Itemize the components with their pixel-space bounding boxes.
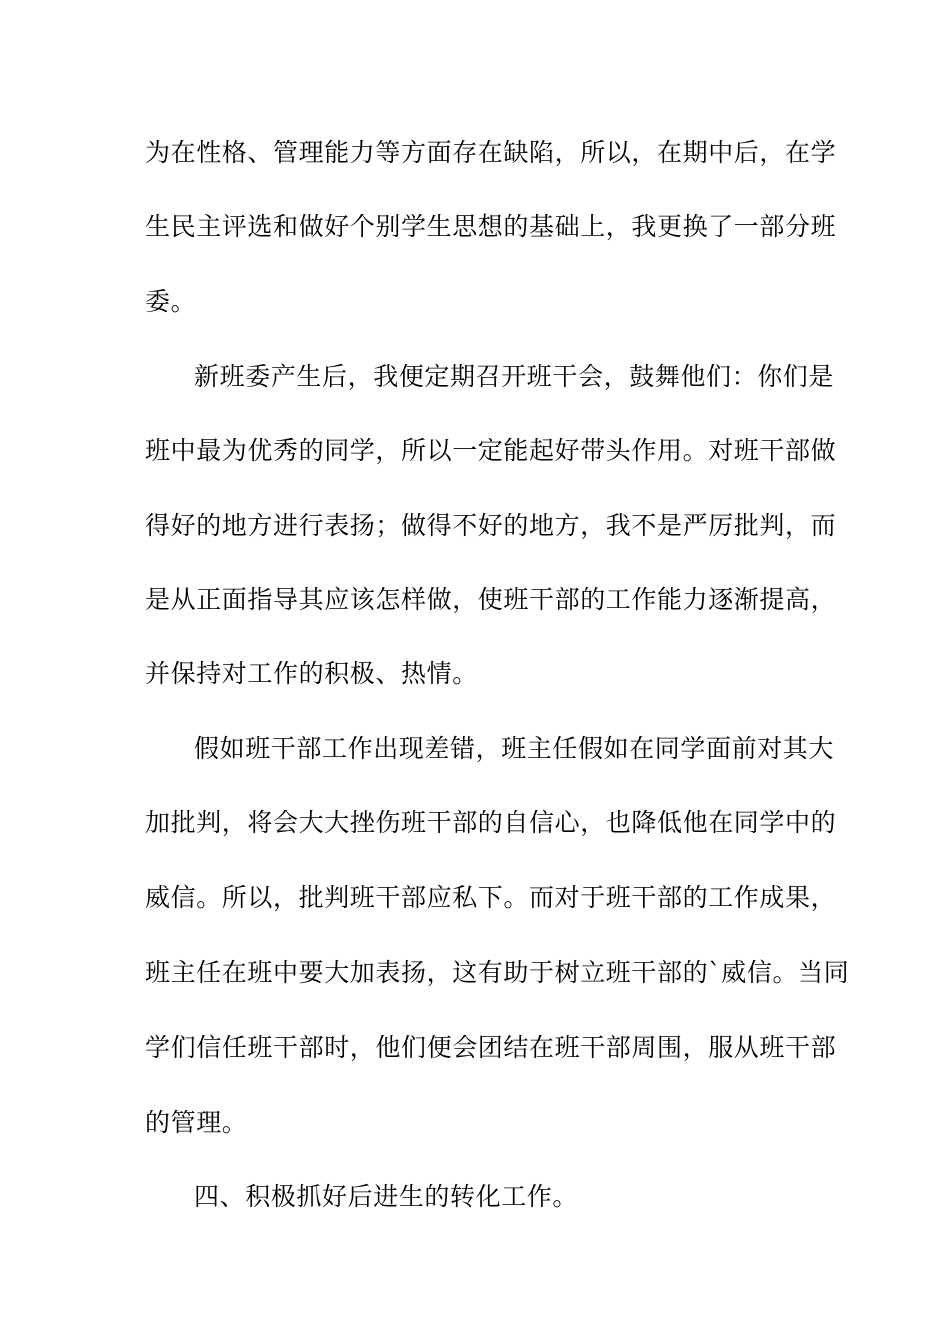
paragraph-3-line-6: 的管理。 — [145, 1108, 248, 1137]
paragraph-3-line-1: 假如班干部工作出现差错，班主任假如在同学面前对其大 — [194, 734, 835, 763]
paragraph-3-line-2: 加批判，将会大大挫伤班干部的自信心，也降低他在同学中的 — [145, 808, 837, 837]
paragraph-2-line-4: 是从正面指导其应该怎样做，使班干部的工作能力逐渐提高， — [145, 585, 837, 614]
paragraph-3-line-4: 班主任在班中要大加表扬，这有助于树立班干部的`威信。当同 — [145, 958, 850, 987]
paragraph-3-line-3: 威信。所以，批判班干部应私下。而对于班干部的工作成果， — [145, 883, 837, 912]
paragraph-1-line-2: 生民主评选和做好个别学生思想的基础上，我更换了一部分班 — [145, 212, 837, 241]
paragraph-2-line-1: 新班委产生后，我便定期召开班干会，鼓舞他们：你们是 — [194, 362, 835, 391]
section-heading: 四、积极抓好后进生的转化工作。 — [194, 1182, 579, 1211]
paragraph-1-line-3: 委。 — [145, 287, 197, 316]
paragraph-2-line-3: 得好的地方进行表扬；做得不好的地方，我不是严厉批判，而 — [145, 511, 837, 540]
paragraph-2-line-2: 班中最为优秀的同学，所以一定能起好带头作用。对班干部做 — [145, 436, 837, 465]
paragraph-1-line-1: 为在性格、管理能力等方面存在缺陷，所以，在期中后，在学 — [145, 138, 837, 167]
paragraph-2-line-5: 并保持对工作的积极、热情。 — [145, 659, 478, 688]
paragraph-3-line-5: 学们信任班干部时，他们便会团结在班干部周围，服从班干部 — [145, 1033, 837, 1062]
